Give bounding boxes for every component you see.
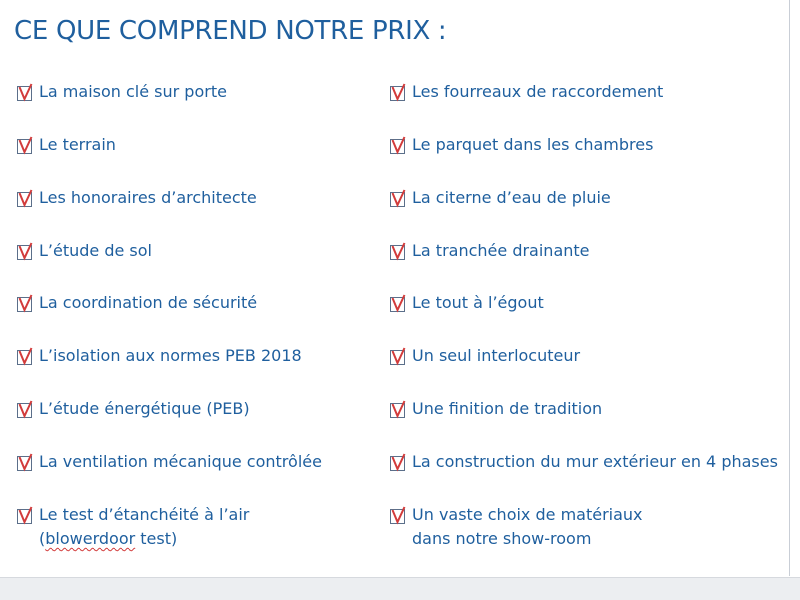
item-label: Le tout à l’égout xyxy=(412,293,544,312)
item-label: La ventilation mécanique contrôlée xyxy=(39,452,322,471)
checkmark-v-icon xyxy=(16,242,35,261)
item-label-line2: dans notre show-room xyxy=(412,529,592,548)
checkmark-v-icon xyxy=(389,294,408,313)
checkmark-v-icon xyxy=(389,136,408,155)
item-label: L’étude énergétique (PEB) xyxy=(39,399,250,418)
checkmark-v-icon xyxy=(389,83,408,102)
bottom-band xyxy=(0,577,800,600)
checkmark-v-icon xyxy=(389,400,408,419)
checkmark-v-icon xyxy=(16,347,35,366)
checkmark-v-icon xyxy=(16,400,35,419)
item-label: L’étude de sol xyxy=(39,241,152,260)
item-label: La tranchée drainante xyxy=(412,241,590,260)
checkmark-v-icon xyxy=(389,453,408,472)
item-label-line2-prefix: ( xyxy=(39,529,46,548)
item-label: La citerne d’eau de pluie xyxy=(412,188,611,207)
misspelled-word: blowerdoor xyxy=(45,529,136,548)
page-title: CE QUE COMPREND NOTRE PRIX : xyxy=(14,16,447,46)
item-label-line2-suffix: test) xyxy=(135,529,178,548)
item-label: Le parquet dans les chambres xyxy=(412,135,654,154)
checkmark-v-icon xyxy=(16,83,35,102)
checkmark-v-icon xyxy=(16,453,35,472)
item-label: Une finition de tradition xyxy=(412,399,603,418)
item-label: Le terrain xyxy=(39,135,116,154)
item-label: Les honoraires d’architecte xyxy=(39,188,257,207)
checkmark-v-icon xyxy=(16,506,35,525)
item-label: Les fourreaux de raccordement xyxy=(412,82,664,101)
item-label: L’isolation aux normes PEB 2018 xyxy=(39,346,302,365)
item-label: La coordination de sécurité xyxy=(39,293,258,312)
item-label-line2 xyxy=(39,527,177,551)
checkmark-v-icon xyxy=(16,189,35,208)
item-label: Le test d’étanchéité à l’air xyxy=(39,505,250,524)
item-label: Un seul interlocuteur xyxy=(412,346,581,365)
checkmark-v-icon xyxy=(389,242,408,261)
checkmark-v-icon xyxy=(389,506,408,525)
page-edge-divider xyxy=(789,0,790,576)
checkmark-v-icon xyxy=(16,294,35,313)
item-label: La maison clé sur porte xyxy=(39,82,227,101)
checkmark-v-icon xyxy=(389,347,408,366)
checkmark-v-icon xyxy=(16,136,35,155)
item-label: Un vaste choix de matériaux xyxy=(412,505,643,524)
checkmark-v-icon xyxy=(389,189,408,208)
item-label: La construction du mur extérieur en 4 phases xyxy=(412,452,778,471)
